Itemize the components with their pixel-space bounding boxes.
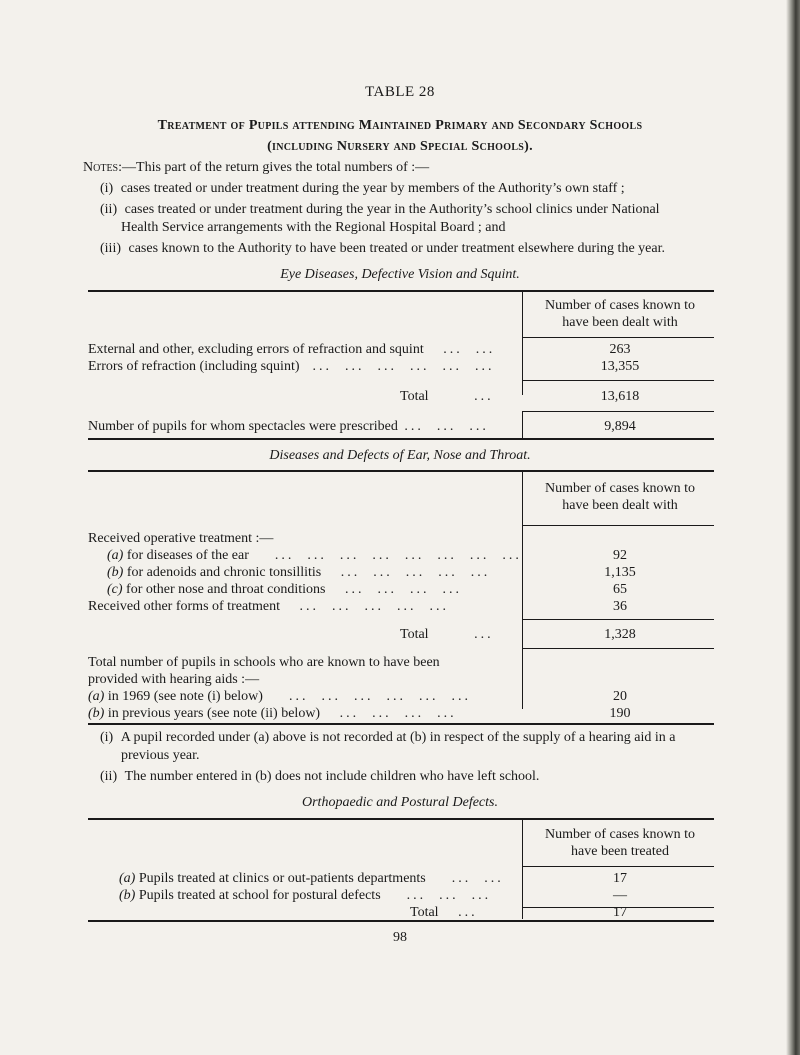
ent-row-label: for diseases of the ear (126, 548, 249, 563)
ent-row-letter: (c) (107, 582, 123, 597)
ent-table-bottom-rule (88, 723, 714, 725)
eye-column-header-1: Number of cases known to (544, 298, 696, 313)
ent-row-ear: (a) for diseases of the ear ... ... ... ... ... ... ... ... (107, 548, 522, 563)
ent-total-row: Total ... (400, 627, 494, 642)
ent-row-adenoids-value: 1,135 (604, 565, 636, 580)
ent-other-value: 36 (613, 599, 627, 614)
notes-intro-text: :—This part of the return gives the total numbers of :— (118, 160, 430, 175)
ent-column-header-2: have been dealt with (562, 498, 678, 513)
ortho-row-label: Pupils treated at school for postural defects (138, 888, 381, 903)
note-item-text: cases known to the Authority to have been treated or under treatment elsewhere during the year. (128, 241, 665, 256)
ent-row-letter: (a) (107, 548, 124, 563)
note-item-number: (ii) (100, 202, 118, 217)
ent-row-letter: (a) (88, 689, 105, 704)
ent-note-i-continued: previous year. (121, 748, 200, 763)
ent-row-nose-throat: (c) for other nose and throat conditions ... ... ... ... (107, 582, 462, 597)
heading-line-1: Treatment of Pupils attending Maintained Primary and Secondary Schools (157, 118, 643, 133)
note-item-number: (iii) (100, 241, 121, 256)
ent-row-letter: (b) (88, 706, 105, 721)
ent-row-label: for other nose and throat conditions (126, 582, 326, 597)
ent-row-adenoids: (b) for adenoids and chronic tonsillitis ... ... ... ... ... (107, 565, 491, 580)
ortho-row-letter: (b) (119, 888, 136, 903)
eye-row-external: External and other, excluding errors of refraction and squint ... ... (88, 342, 496, 357)
note-item-3 (100, 241, 665, 257)
table-title: TABLE 28 (365, 84, 435, 100)
eye-row-label: External and other, excluding errors of refraction and squint (88, 342, 424, 357)
ortho-section-title: Orthopaedic and Postural Defects. (302, 795, 498, 810)
ent-note-ii (100, 769, 539, 785)
notes-label: Notes (83, 160, 119, 175)
ent-hearing-label-2: provided with hearing aids :— (88, 672, 260, 687)
ortho-row-postural: (b) Pupils treated at school for postural defects ... ... ... (119, 888, 492, 903)
eye-total-rule (522, 411, 714, 412)
ent-column-header-1: Number of cases known to (544, 481, 696, 496)
ent-header-rule (522, 525, 714, 526)
eye-subtotal-rule (522, 380, 714, 381)
ent-subtotal-rule (522, 619, 714, 620)
notes-intro (83, 160, 429, 176)
ent-hearing-row-previous: (b) in previous years (see note (ii) below) ... ... ... ... (88, 706, 457, 721)
eye-section-title: Eye Diseases, Defective Vision and Squint. (280, 267, 520, 282)
ent-note-text: The number entered in (b) does not include children who have left school. (124, 769, 540, 784)
ortho-total-label: Total (410, 905, 439, 920)
ent-row-ear-value: 92 (613, 548, 627, 563)
ortho-row-label: Pupils treated at clinics or out-patients departments (138, 871, 426, 886)
eye-total-value: 13,618 (600, 389, 640, 404)
ent-hearing-previous-value: 190 (609, 706, 631, 721)
page-edge-shadow (786, 0, 800, 1055)
ent-note-number: (i) (100, 730, 114, 745)
ortho-table-top-rule (88, 818, 714, 820)
ortho-total-row: Total ... (410, 905, 478, 920)
ent-table-column-divider (522, 471, 523, 709)
ent-total-value: 1,328 (604, 627, 636, 642)
ent-table-top-rule (88, 470, 714, 472)
eye-spectacles-value: 9,894 (604, 419, 636, 434)
ortho-row-letter: (a) (119, 871, 136, 886)
ent-total-rule (522, 648, 714, 649)
ortho-row-postural-value: — (613, 888, 627, 903)
ortho-table-column-divider (522, 819, 523, 919)
eye-header-rule (522, 337, 714, 338)
ent-other-row: Received other forms of treatment ... ... ... ... ... (88, 599, 450, 614)
ent-other-label: Received other forms of treatment (88, 599, 281, 614)
eye-spectacles-label: Number of pupils for whom spectacles were prescribed (88, 419, 398, 434)
ortho-row-clinics-value: 17 (613, 871, 627, 886)
ortho-column-header-1: Number of cases known to (544, 827, 696, 842)
note-item-text: cases treated or under treatment during the year by members of the Authority’s own staff ; (120, 181, 625, 196)
ent-row-nose-throat-value: 65 (613, 582, 627, 597)
ent-row-label: in previous years (see note (ii) below) (107, 706, 321, 721)
page-number: 98 (393, 930, 407, 945)
ent-hearing-label-1: Total number of pupils in schools who are known to have been (88, 655, 440, 670)
ent-hearing-1969-value: 20 (613, 689, 627, 704)
eye-table-top-rule (88, 290, 714, 292)
ortho-total-value: 17 (613, 905, 627, 920)
eye-spectacles-divider (522, 411, 523, 438)
ent-row-letter: (b) (107, 565, 124, 580)
ortho-table-bottom-rule (88, 920, 714, 922)
note-item-2 (100, 202, 660, 218)
ortho-row-clinics: (a) Pupils treated at clinics or out-patients departments ... ... (119, 871, 504, 886)
note-item-1 (100, 181, 625, 197)
ent-row-label: for adenoids and chronic tonsillitis (126, 565, 322, 580)
ent-note-text: A pupil recorded under (a) above is not recorded at (b) in respect of the supply of a hearing aid in a (120, 730, 676, 745)
eye-row-refraction-value: 13,355 (600, 359, 640, 374)
ortho-header-rule (522, 866, 714, 867)
ent-total-label: Total (400, 627, 429, 642)
note-item-text: cases treated or under treatment during the year in the Authority’s school clinics under National (124, 202, 660, 217)
note-item-2-continued: Health Service arrangements with the Regional Hospital Board ; and (121, 220, 506, 235)
ent-operative-label: Received operative treatment :— (88, 531, 274, 546)
ent-note-i (100, 730, 675, 746)
eye-total-row: Total ... (400, 389, 494, 404)
eye-total-label: Total (400, 389, 429, 404)
eye-row-refraction: Errors of refraction (including squint) ... ... ... ... ... ... (88, 359, 495, 374)
eye-row-external-value: 263 (609, 342, 631, 357)
heading-line-2: (including Nursery and Special Schools). (267, 139, 533, 154)
note-item-number: (i) (100, 181, 114, 196)
ent-row-label: in 1969 (see note (i) below) (107, 689, 263, 704)
ent-section-title: Diseases and Defects of Ear, Nose and Throat. (269, 448, 531, 463)
ortho-column-header-2: have been treated (571, 844, 669, 859)
ent-note-number: (ii) (100, 769, 118, 784)
eye-row-label: Errors of refraction (including squint) (88, 359, 300, 374)
eye-column-header-2: have been dealt with (562, 315, 678, 330)
eye-spectacles-row: Number of pupils for whom spectacles were prescribed ... ... ... (88, 419, 489, 434)
ent-hearing-row-1969: (a) in 1969 (see note (i) below) ... ... ... ... ... ... (88, 689, 471, 704)
eye-table-bottom-rule (88, 438, 714, 440)
